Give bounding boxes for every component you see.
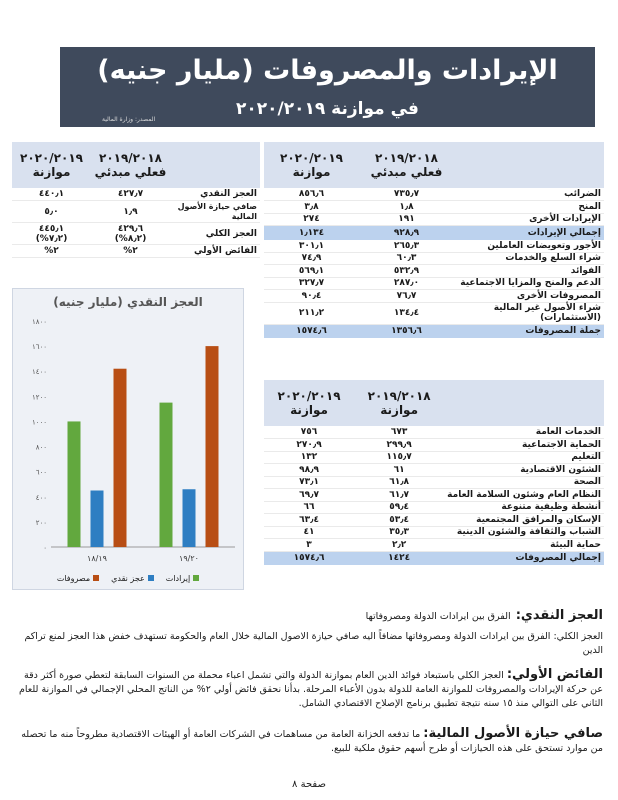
table-row: أنشطة وظيفية متنوعة ٥٩٫٤ ٦٦ <box>264 501 604 514</box>
title-banner <box>60 47 595 127</box>
section-text: العجز الكلي باستبعاد فوائد الدين العام بموازنة الدولة والتي تشمل اعباء محملة من السنوات السابقة لتعطي صورة أكثر دقة عن حركة الإيرادات والمصروفات للموازنة العامة للدولة بدون الأعباء المرحلة. بدأنا نحقق فائض أولي ٢% من الناتج المحلي الإجمالي في الموازنة للعام الثاني على التوالي منذ ١٥ سنه نتيجة تطبيق برنامج الإصلاح الاقتصادي الشامل. <box>19 670 603 709</box>
y-tick-label: ٠ <box>43 544 47 552</box>
table-row: الفوائد ٥٣٢٫٩ ٥٦٩٫١ <box>264 265 604 278</box>
y-tick-label: ٨٠٠ <box>35 443 47 452</box>
y-tick-label: ١٤٠٠ <box>31 368 47 377</box>
table-row: الدعم والمنح والمزايا الاجتماعية ٢٨٧٫٠ ٣٢٧٫٧ <box>264 277 604 290</box>
col2-type: موازنة <box>292 165 331 179</box>
section-text: ما تدفعه الخزانة العامة من مساهمات في الشركات العامة أو الهيئات الاقتصادية مطروحاً منه ما تحصله من موارد تستحق على هذه الحيازات أو طرح أسهم حقوق ملكية للبيع. <box>21 729 603 754</box>
table-row: الضرائب ٧٣٥٫٧ ٨٥٦٫٦ <box>264 188 604 201</box>
table-row: الصحة ٦١٫٨ ٧٣٫١ <box>264 476 604 489</box>
table-row: المصروفات الأخرى ٧٦٫٧ ٩٠٫٤ <box>264 290 604 303</box>
table-header <box>264 142 604 188</box>
table-row: الخدمات العامة ٦٧٣ ٧٥٦ <box>264 426 604 439</box>
col1-year: ٢٠١٩/٢٠١٨ <box>99 151 162 165</box>
y-tick-label: ١٨٠٠ <box>31 318 47 326</box>
sector-expense-table <box>264 380 604 565</box>
table-row: الشئون الاقتصادية ٦١ ٩٨٫٩ <box>264 464 604 477</box>
chart-title: العجز النقدي (مليار جنيه) <box>53 295 203 309</box>
bar-1-1 <box>68 421 81 547</box>
y-tick-label: ١٠٠٠ <box>31 418 47 427</box>
y-tick-label: ٦٠٠ <box>35 468 47 477</box>
total-row: إجمالي الإيرادات ٩٢٨٫٩ ١٫١٣٤ <box>264 226 604 240</box>
col1-year: ٢٠١٩/٢٠١٨ <box>375 151 438 165</box>
table-row: العجز النقدي ٤٢٧٫٧ ٤٤٠٫١ <box>12 188 260 201</box>
cash-deficit-chart <box>12 288 244 590</box>
bar-3-2 <box>206 346 219 547</box>
legend-item: عجز نقدي <box>111 574 154 583</box>
table-row: الفائض الأولي ٢% ٢% <box>12 245 260 258</box>
table-row: الإيرادات الأخرى ١٩١ ٢٧٤ <box>264 213 604 226</box>
total-deficit-paragraph: العجز الكلي: الفرق بين ايرادات الدولة ومصروفاتها مضافاً اليه صافي حيازة الاصول المالية خلال العام والحكومة تستهدف خفض هذا العجز لمنع تراكم الدين <box>24 631 603 656</box>
source-note: المصدر: وزارة المالية <box>102 116 156 123</box>
y-tick-label: ٢٠٠ <box>35 518 47 527</box>
table-row: الحماية الاجتماعية ٢٩٩٫٩ ٢٧٠٫٩ <box>264 439 604 452</box>
financial-assets-paragraph <box>18 727 603 756</box>
page-subtitle: في موازنة ٢٠٢٠/٢٠١٩ <box>236 99 419 119</box>
table-row: الأجور وتعويضات العاملين ٢٦٥٫٣ ٣٠١٫١ <box>264 240 604 253</box>
table-row: الشباب والثقافة والشئون الدينية ٣٥٫٣ ٤١ <box>264 526 604 539</box>
page-title: الإيرادات والمصروفات (مليار جنيه) <box>97 55 558 86</box>
x-tick-label: ١٩/٢٠ <box>179 554 199 563</box>
page-number: صفحة ٨ <box>292 779 326 790</box>
table-header: ٢٠١٩/٢٠١٨ موازنة ٢٠٢٠/٢٠١٩ موازنة <box>264 380 604 426</box>
col2-type: موازنة <box>32 165 71 179</box>
col1-type: فعلي مبدئي <box>94 165 167 179</box>
y-tick-label: ١٢٠٠ <box>31 393 47 402</box>
col1-type: فعلي مبدئي <box>370 165 443 179</box>
chart-legend <box>13 574 243 583</box>
col2-year: ٢٠٢٠/٢٠١٩ <box>280 151 343 165</box>
deficit-table <box>12 142 260 258</box>
revenue-expense-table <box>264 142 604 338</box>
section-heading: العجز النقدي: <box>515 608 603 623</box>
table-row: الإسكان والمرافق المجتمعية ٥٣٫٤ ٦٣٫٤ <box>264 514 604 527</box>
cash-deficit-definition <box>18 604 603 624</box>
table-header <box>12 142 260 188</box>
x-tick-label: ١٨/١٩ <box>87 554 107 563</box>
table-row: صافي حيازة الأصول المالية ١٫٩ ٥٫٠ <box>12 201 260 223</box>
bar-3-1 <box>114 369 127 547</box>
section-heading: الفائض الأولي: <box>506 667 603 682</box>
table-row: شراء السلع والخدمات ٦٠٫٣ ٧٤٫٩ <box>264 252 604 265</box>
total-row: جملة المصروفات ١٣٥٦٫٦ ١٥٧٤٫٦ <box>264 324 604 338</box>
table-row: المنح ١٫٨ ٣٫٨ <box>264 201 604 214</box>
primary-surplus-paragraph <box>18 668 603 711</box>
bar-2-1 <box>91 491 104 548</box>
total-row: إجمالي المصروفات ١٤٢٤ ١٥٧٤٫٦ <box>264 551 604 565</box>
table-row: شراء الأصول غير المالية (الاستثمارات) ١٣٤٫٤ ٢١١٫٢ <box>264 302 604 324</box>
bar-1-2 <box>160 403 173 547</box>
table-row: النظام العام وشئون السلامة العامة ٦١٫٧ ٦٩٫٧ <box>264 489 604 502</box>
table-row: حماية البيئة ٢٫٢ ٣ <box>264 539 604 552</box>
table-row: العجز الكلي ٤٢٩٫٦ (٨٫٢%) ٤٤٥٫١ (٧٫٢%) <box>12 223 260 245</box>
section-heading: صافي حيازة الأصول المالية: <box>423 726 603 741</box>
table-row: التعليم ١١٥٫٧ ١٣٢ <box>264 451 604 464</box>
y-tick-label: ١٦٠٠ <box>31 343 47 352</box>
col2-year: ٢٠٢٠/٢٠١٩ <box>20 151 83 165</box>
legend-item: مصروفات <box>57 574 99 583</box>
y-tick-label: ٤٠٠ <box>35 493 47 502</box>
bar-2-2 <box>183 489 196 547</box>
chart-svg <box>13 289 245 591</box>
section-text: الفرق بين ايرادات الدولة ومصروفاتها <box>365 611 511 622</box>
legend-item: إيرادات <box>166 574 199 583</box>
